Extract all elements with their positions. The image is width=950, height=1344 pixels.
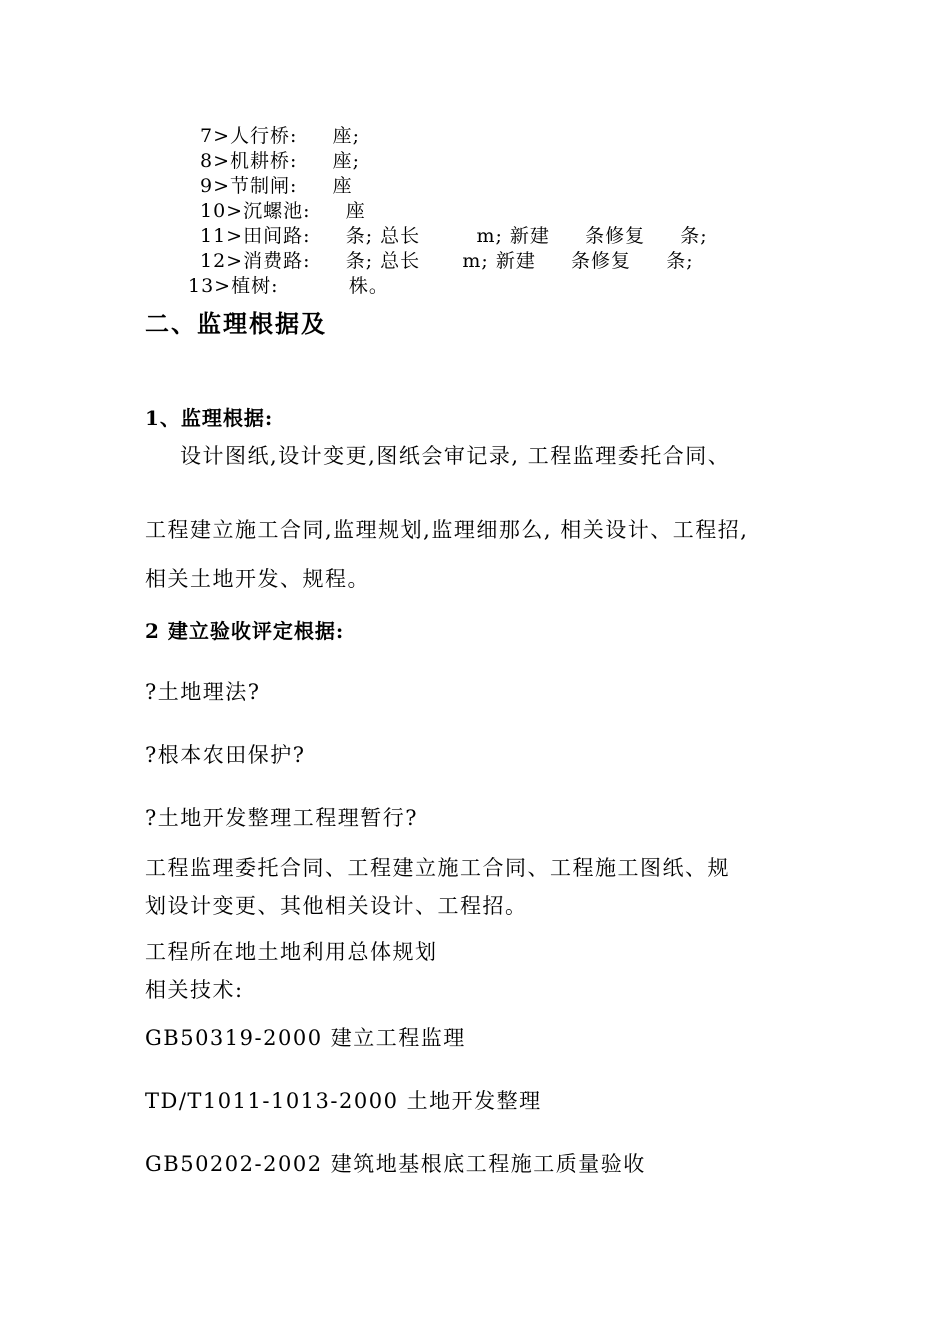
facility-list-item: 13>植树: 株。 (188, 275, 389, 297)
contract-line: 划设计变更、其他相关设计、工程招。 (145, 894, 528, 918)
basis-paragraph-line: 相关土地开发、规程。 (145, 567, 370, 591)
standard-item: GB50202-2002 建筑地基根底工程施工质量验收 (145, 1152, 646, 1176)
land-plan-line: 工程所在地土地利用总体规划 (145, 940, 438, 964)
standard-item: GB50319-2000 建立工程监理 (145, 1026, 466, 1050)
regulation-item: ?土地理法? (145, 680, 261, 704)
facility-list-item: 7>人行桥: 座; (200, 125, 361, 147)
tech-label: 相关技术: (145, 978, 244, 1002)
standard-item: TD/T1011-1013-2000 土地开发整理 (145, 1089, 542, 1113)
facility-list-item: 10>沉螺池: 座 (200, 200, 366, 222)
facility-list-item: 9>节制闸: 座 (200, 175, 353, 197)
basis-heading: 1、监理根据: (145, 406, 274, 430)
regulation-item: ?土地开发整理工程理暂行? (145, 806, 419, 830)
facility-list-item: 8>机耕桥: 座; (200, 150, 361, 172)
facility-list-item: 11>田间路: 条; 总长 m; 新建 条修复 条; (200, 225, 708, 247)
basis-paragraph-line: 工程建立施工合同,监理规划,监理细那么, 相关设计、工程招, (145, 518, 749, 542)
basis-paragraph-line: 设计图纸,设计变更,图纸会审记录, 工程监理委托合同、 (180, 444, 731, 468)
regulation-item: ?根本农田保护? (145, 743, 306, 767)
acceptance-heading: 2 建立验收评定根据: (145, 619, 345, 643)
section-title: 二、监理根据及 (145, 309, 327, 338)
contract-line: 工程监理委托合同、工程建立施工合同、工程施工图纸、规 (145, 856, 730, 880)
facility-list-item: 12>消费路: 条; 总长 m; 新建 条修复 条; (200, 250, 694, 272)
